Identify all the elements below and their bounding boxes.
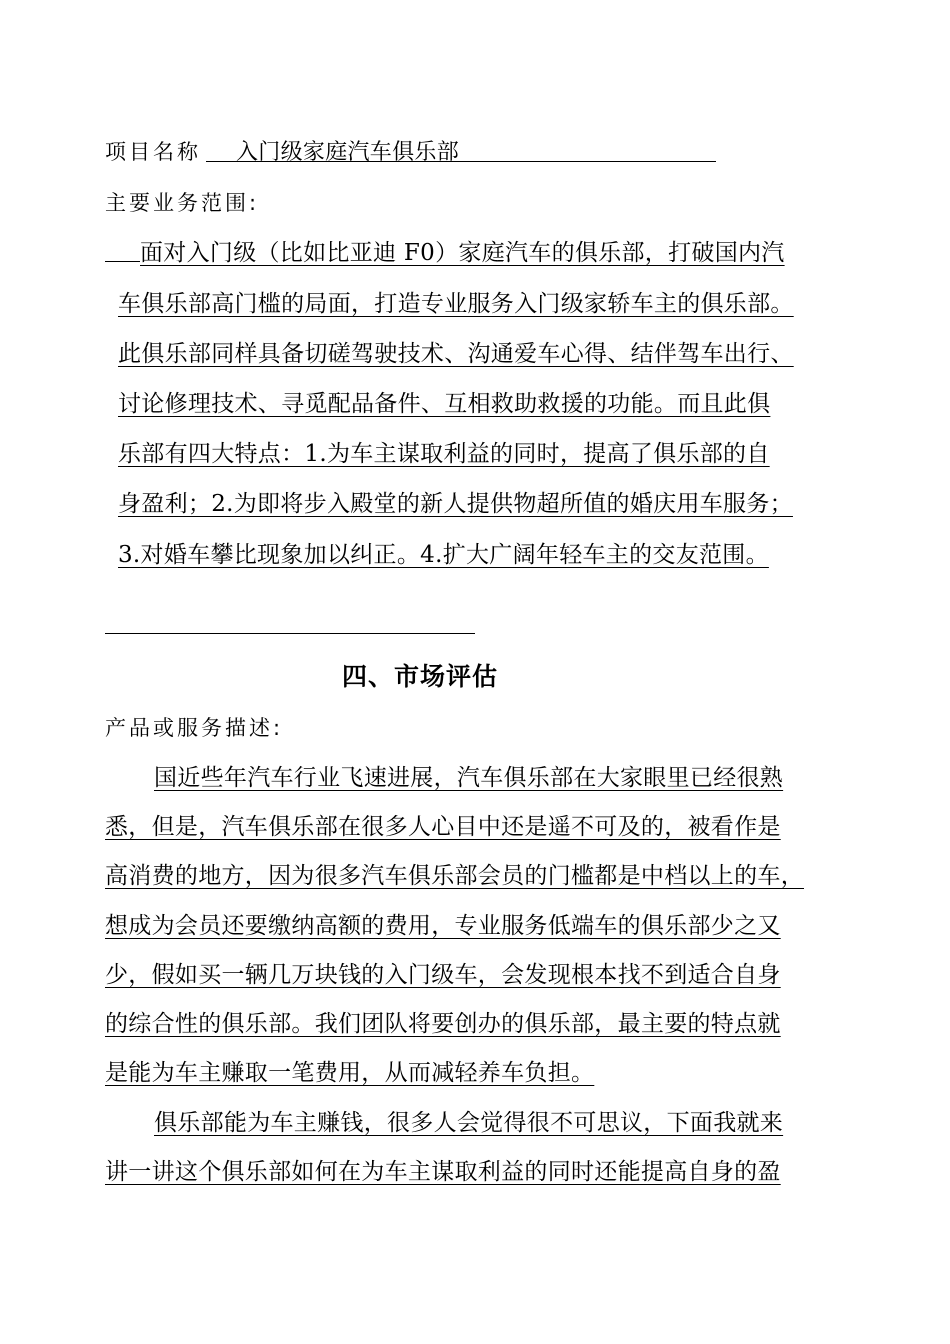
paragraph-line: 高消费的地方，因为很多汽车俱乐部会员的门槛都是中档以上的车， <box>105 863 804 889</box>
separator-rule <box>105 633 475 634</box>
paragraph-line: 俱乐部能为车主赚钱，很多人会觉得很不可思议，下面我就来 <box>154 1110 784 1136</box>
paragraph-line: 少，假如买一辆几万块钱的入门级车，会发现根本找不到适合自身 <box>105 962 781 988</box>
paragraph-line: 讲一讲这个俱乐部如何在为车主谋取利益的同时还能提高自身的盈 <box>105 1159 781 1185</box>
scope-line: 面对入门级（比如比亚迪 F0）家庭汽车的俱乐部，打破国内汽 <box>140 240 785 266</box>
section-heading: 四、市场评估 <box>341 662 498 691</box>
project-name-label: 项目名称 <box>105 140 201 164</box>
scope-line: 3.对婚车攀比现象加以纠正。4.扩大广阔年轻车主的交友范围。 <box>118 542 769 568</box>
paragraph-line: 的综合性的俱乐部。我们团队将要创办的俱乐部，最主要的特点就 <box>105 1011 781 1037</box>
scope-line: 身盈利；2.为即将步入殿堂的新人提供物超所值的婚庆用车服务； <box>118 491 793 517</box>
scope-line: 讨论修理技术、寻觅配品备件、互相救助救援的功能。而且此俱 <box>118 391 771 417</box>
description-label: 产品或服务描述: <box>105 716 284 740</box>
paragraph-line: 想成为会员还要缴纳高额的费用，专业服务低端车的俱乐部少之又 <box>105 913 781 939</box>
paragraph-line: 国近些年汽车行业飞速进展，汽车俱乐部在大家眼里已经很熟 <box>154 765 784 791</box>
project-name-value: 入门级家庭汽车俱乐部 <box>236 140 460 165</box>
scope-line: 车俱乐部高门槛的局面，打造专业服务入门级家轿车主的俱乐部。 <box>118 291 794 317</box>
paragraph-line: 悉，但是，汽车俱乐部在很多人心目中还是遥不可及的，被看作是 <box>105 814 781 840</box>
scope-line: 乐部有四大特点：1.为车主谋取利益的同时，提高了俱乐部的自 <box>118 441 770 467</box>
scope-label: 主要业务范围: <box>105 191 260 215</box>
project-name-underline <box>206 161 716 162</box>
scope-indent-underline <box>105 261 140 262</box>
scope-line: 此俱乐部同样具备切磋驾驶技术、沟通爱车心得、结伴驾车出行、 <box>118 341 794 367</box>
paragraph-line: 是能为车主赚取一笔费用，从而减轻养车负担。 <box>105 1060 595 1086</box>
